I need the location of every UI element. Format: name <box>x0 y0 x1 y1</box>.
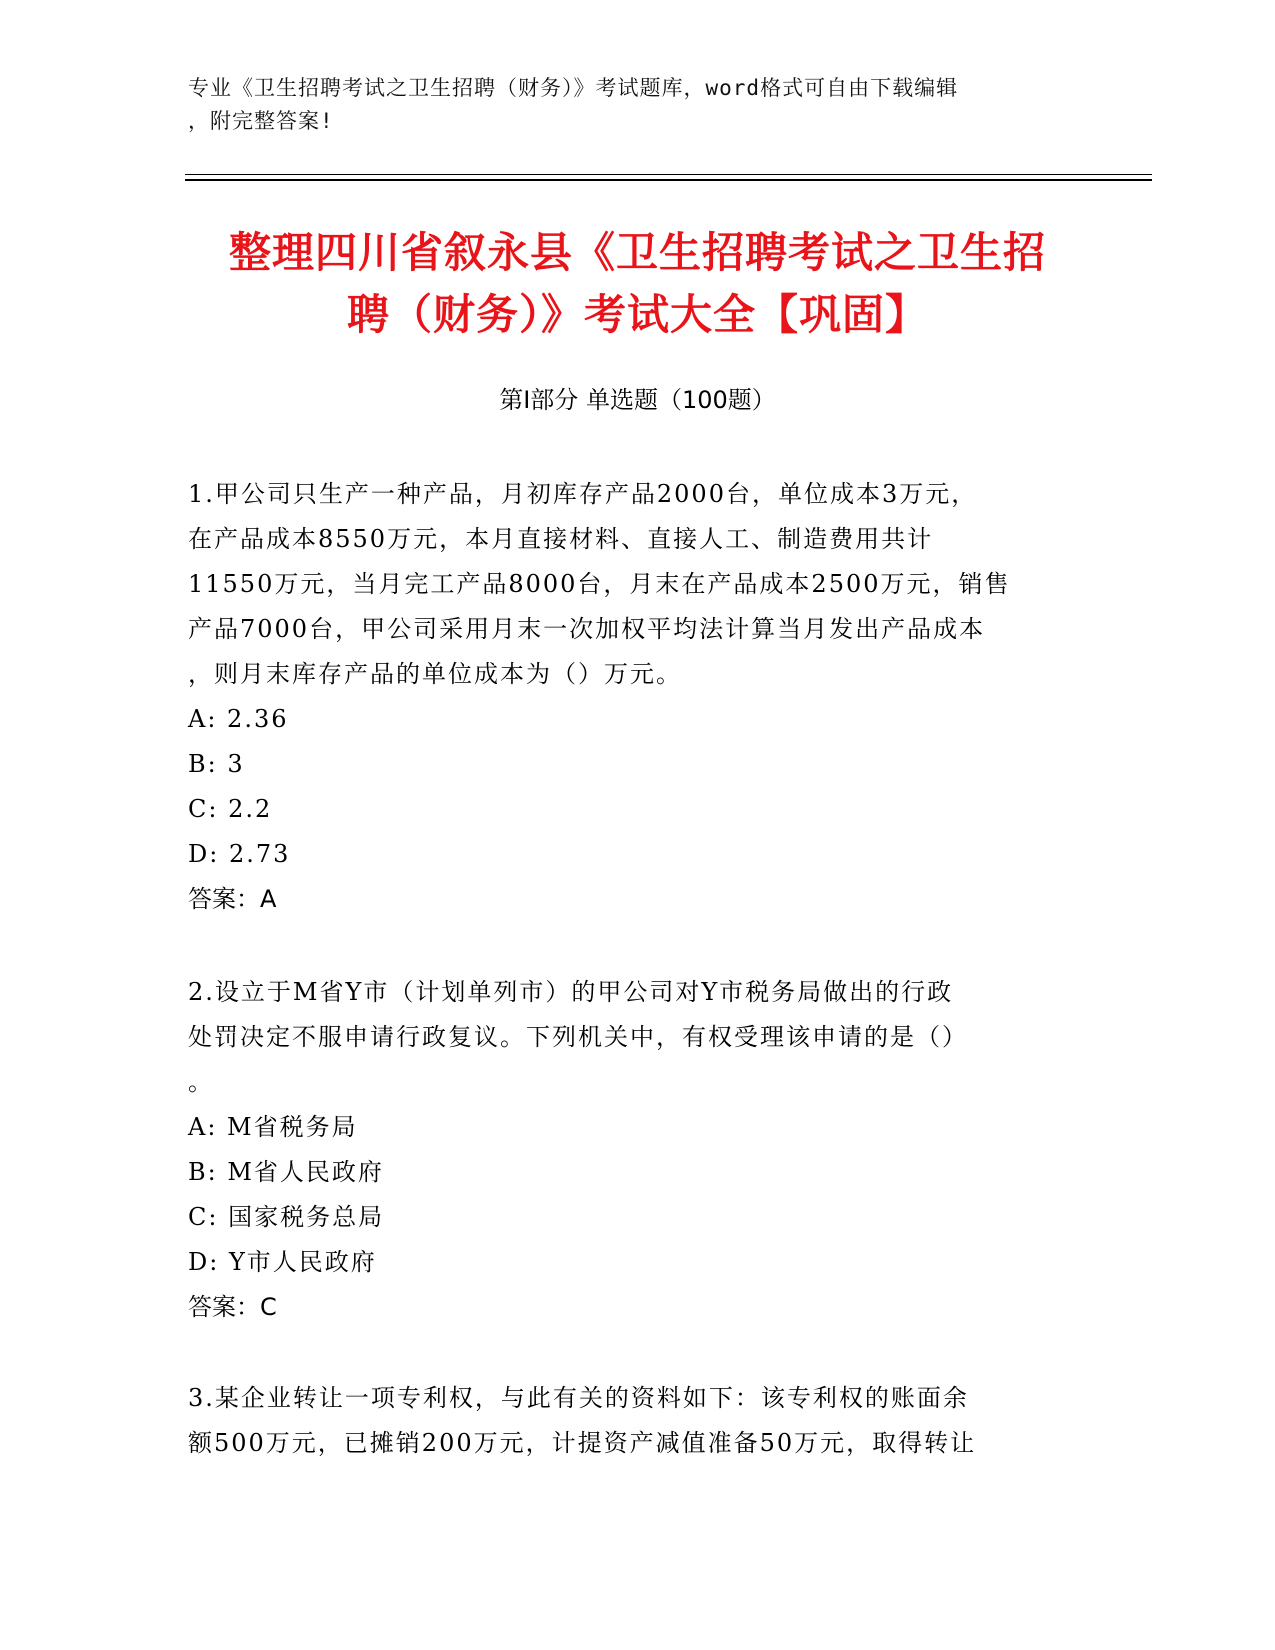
header-note <box>188 72 1088 138</box>
option-c: C: 2.2 <box>188 795 273 823</box>
option-d: D: 2.73 <box>188 840 291 868</box>
answer-label: 答案：C <box>188 1293 277 1321</box>
option-d: D: Y市人民政府 <box>188 1248 377 1276</box>
question-text-line: 2.设立于M省Y市（计划单列市）的甲公司对Y市税务局做出的行政 <box>188 978 954 1006</box>
header-note-line-2: ，附完整答案! <box>188 109 334 133</box>
option-a: A: 2.36 <box>188 705 289 733</box>
question-text-line: 1.甲公司只生产一种产品，月初库存产品2000台，单位成本3万元， <box>188 480 978 508</box>
document-title <box>140 222 1135 346</box>
question-text-line: 额500万元，已摊销200万元，计提资产减值准备50万元，取得转让 <box>188 1429 977 1457</box>
question-text-line: ，则月末库存产品的单位成本为（）万元。 <box>188 660 682 688</box>
header-rule-thick <box>185 179 1152 181</box>
question-3 <box>188 1376 1088 1466</box>
section-heading: 第I部分 单选题（100题） <box>499 386 776 414</box>
question-1 <box>188 472 1088 922</box>
question-text-line: 。 <box>188 1068 214 1096</box>
question-text-line: 产品7000台，甲公司采用月末一次加权平均法计算当月发出产品成本 <box>188 615 986 643</box>
document-title-line-2: 聘（财务）》考试大全【巩固】 <box>346 290 928 339</box>
question-2 <box>188 970 1088 1330</box>
document-title-line-1: 整理四川省叙永县《卫生招聘考试之卫生招 <box>228 228 1046 277</box>
question-text-line: 处罚决定不服申请行政复议。下列机关中，有权受理该申请的是（） <box>188 1023 968 1051</box>
option-b: B: 3 <box>188 750 245 778</box>
question-text-line: 11550万元，当月完工产品8000台，月末在产品成本2500万元，销售 <box>188 570 1011 598</box>
header-note-line-1: 专业《卫生招聘考试之卫生招聘（财务）》考试题库，word格式可自由下载编辑 <box>188 76 959 100</box>
question-text-line: 3.某企业转让一项专利权，与此有关的资料如下：该专利权的账面余 <box>188 1384 969 1412</box>
option-c: C: 国家税务总局 <box>188 1203 385 1231</box>
option-b: B: M省人民政府 <box>188 1158 384 1186</box>
option-a: A: M省税务局 <box>188 1113 358 1141</box>
question-text-line: 在产品成本8550万元，本月直接材料、直接人工、制造费用共计 <box>188 525 934 553</box>
answer-label: 答案：A <box>188 885 277 913</box>
header-rule-thin <box>185 174 1152 175</box>
